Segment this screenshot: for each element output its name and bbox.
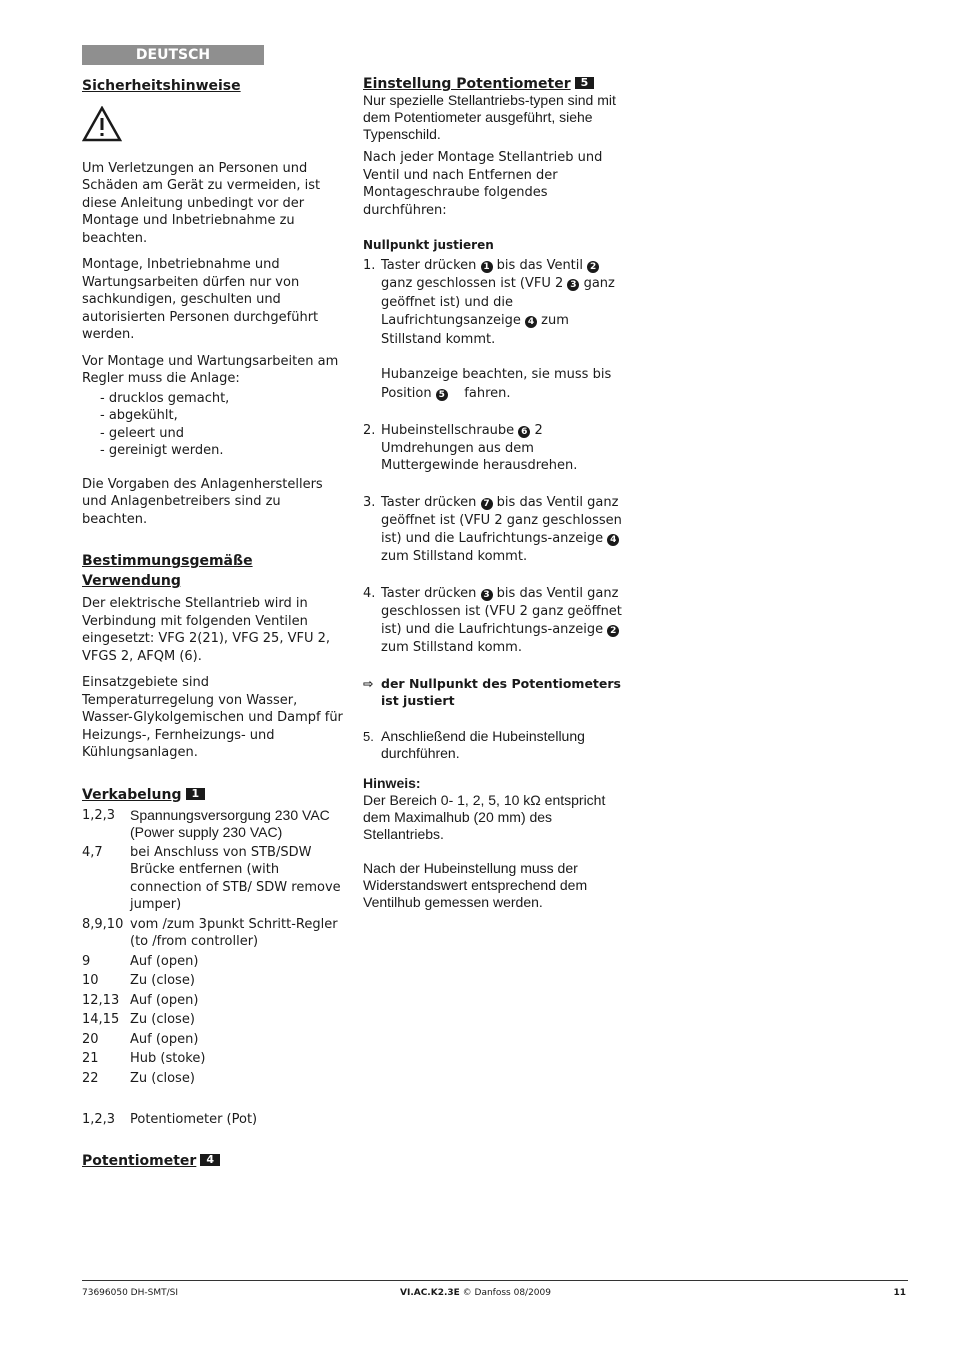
safety-paragraph-2: Montage, Inbetriebnahme und Wartungsarbeiten dürfen nur von sachkundigen, geschulten und autorisierten Personen durchgeführt werden. bbox=[82, 257, 319, 342]
step-text: fahren. bbox=[464, 385, 511, 401]
steps-list bbox=[363, 257, 629, 762]
list-item: - abgekühlt, bbox=[100, 407, 344, 425]
terminal-description: Auf (open) bbox=[130, 992, 199, 1008]
terminal-number: 21 bbox=[82, 1051, 99, 1066]
marker-3-icon: 3 bbox=[481, 589, 493, 601]
step-text: ganz geschlossen ist (VFU 2 bbox=[381, 276, 564, 291]
list-item: - drucklos gemacht, bbox=[100, 390, 344, 408]
safety-paragraph-3: Vor Montage und Wartungsarbeiten am Regler muss die Anlage: bbox=[82, 353, 339, 386]
note-text: Der Bereich 0- 1, 2, 5, 10 kΩ entspricht dem Maximalhub (20 mm) des Stellantriebs. bbox=[363, 791, 606, 842]
marker-1-icon: 1 bbox=[481, 261, 493, 273]
step-5 bbox=[363, 728, 629, 762]
reference-code: VI.AC.K2.3E bbox=[400, 1288, 460, 1298]
safety-paragraph-1: Um Verletzungen an Personen und Schäden am Gerät zu vermeiden, ist diese Anleitung unbedingt vor der Montage und Inbetriebnahme zu beachten. bbox=[82, 160, 321, 246]
usage-paragraph-2: Einsatzgebiete sind Temperaturregelung von Wasser, Wasser-Glykolgemischen und Dampf für Heizungs-, Fernheizungs- und Kühlungsanlagen. bbox=[82, 675, 343, 760]
safety-paragraph-4: Die Vorgaben des Anlagenherstellers und Anlagenbetreibers sind zu beachten. bbox=[82, 476, 323, 527]
terminal-number: 1,2,3 bbox=[82, 807, 116, 823]
wiring-table bbox=[82, 807, 344, 1088]
step-text: Taster drücken bbox=[381, 585, 477, 601]
marker-4-icon: 4 bbox=[607, 534, 619, 546]
step-number: 3. bbox=[363, 494, 376, 510]
terminal-description: vom /zum 3punkt Schritt-Regler (to /from controller) bbox=[130, 916, 338, 949]
step-text: zum Stillstand kommt. bbox=[381, 548, 528, 564]
potentiometer-title-text: Potentiometer bbox=[82, 1152, 197, 1169]
marker-2-icon: 2 bbox=[587, 261, 599, 273]
terminal-number: 4,7 bbox=[82, 844, 103, 860]
terminal-number: 14,15 bbox=[82, 1012, 120, 1027]
terminal-description: Zu (close) bbox=[130, 1070, 195, 1086]
step-number: 1. bbox=[363, 257, 376, 273]
marker-5-icon: 5 bbox=[436, 389, 448, 401]
usage-paragraph-1: Der elektrische Stellantrieb wird in Verbindung mit folgenden Ventilen eingesetzt: VFG 2(21), VFG 25, VFU 2, VFGS 2, AFQM (6). bbox=[82, 596, 331, 664]
final-paragraph: Nach der Hubeinstellung muss der Widerstandswert entsprechend dem Ventilhub gemessen werden. bbox=[363, 859, 588, 910]
warning-icon bbox=[82, 106, 122, 142]
document-reference bbox=[400, 1287, 551, 1299]
terminal-description: Zu (close) bbox=[130, 1012, 195, 1027]
step-text: Taster drücken bbox=[381, 257, 477, 273]
result-text: der Nullpunkt des Potentiometers ist justiert bbox=[381, 675, 621, 708]
right-column bbox=[363, 76, 629, 911]
intro-paragraph: Nur spezielle Stellantriebs-typen sind mit dem Potentiometer ausgeführt, siehe Typenschild. bbox=[363, 92, 616, 142]
figure-badge: 4 bbox=[200, 1154, 220, 1166]
language-bar: DEUTSCH bbox=[82, 45, 264, 65]
terminal-number: 8,9,10 bbox=[82, 916, 124, 932]
terminal-number: 9 bbox=[82, 953, 91, 969]
step-text: Hubeinstellschraube bbox=[381, 423, 515, 438]
terminal-description: Auf (open) bbox=[130, 953, 199, 969]
usage-title: Bestimmungsgemäße Verwendung bbox=[82, 553, 253, 589]
marker-7-icon: 7 bbox=[481, 498, 493, 510]
step-text: 2 Umdrehungen aus dem Muttergewinde herausdrehen. bbox=[381, 423, 578, 473]
step-text: zum Stillstand komm. bbox=[381, 639, 522, 655]
terminal-number: 10 bbox=[82, 973, 99, 988]
step-text: ganz geöffnet ist) und die Laufrichtungsanzeige bbox=[381, 276, 615, 328]
terminal-description: Hub (stoke) bbox=[130, 1051, 206, 1066]
terminal-description: Auf (open) bbox=[130, 1031, 199, 1047]
step-text: bis das Ventil bbox=[496, 257, 584, 273]
step-number: 5. bbox=[363, 728, 374, 744]
potentiometer-setting-title bbox=[363, 76, 629, 92]
safety-title: Sicherheitshinweise bbox=[82, 78, 241, 94]
procedure-intro: Nach jeder Montage Stellantrieb und Ventil und nach Entfernen der Montageschraube folgendes durchführen: bbox=[363, 150, 603, 218]
terminal-number: 20 bbox=[82, 1031, 99, 1047]
step-text: zum Stillstand kommt. bbox=[381, 313, 569, 347]
step-number: 4. bbox=[363, 585, 376, 601]
figure-badge: 1 bbox=[186, 788, 206, 800]
terminal-number: 1,2,3 bbox=[82, 1112, 116, 1127]
step-text: bis das Ventil ganz geöffnet ist (VFU 2 ganz geschlossen ist) und die Laufrichtungs-anzeige bbox=[381, 494, 622, 546]
terminal-description: Potentiometer (Pot) bbox=[130, 1112, 258, 1127]
result-line bbox=[363, 675, 629, 710]
step-4 bbox=[363, 585, 629, 657]
step-1 bbox=[363, 257, 629, 404]
terminal-description: Spannungsversorgung 230 VAC (Power supply 230 VAC) bbox=[130, 806, 330, 840]
list-item: - geleert und bbox=[100, 425, 344, 443]
figure-badge: 5 bbox=[575, 77, 595, 89]
left-column bbox=[82, 76, 344, 1171]
document-code: 73696050 DH-SMT/SI bbox=[82, 1288, 178, 1298]
wiring-title bbox=[82, 785, 344, 805]
step-number: 2. bbox=[363, 423, 376, 438]
page-number: 11 bbox=[893, 1288, 906, 1298]
potentiometer-setting-title-text: Einstellung Potentiometer bbox=[363, 76, 571, 92]
copyright: © Danfoss 08/2009 bbox=[462, 1288, 551, 1298]
terminal-number: 12,13 bbox=[82, 992, 120, 1008]
marker-3-icon: 3 bbox=[567, 279, 579, 291]
zero-point-title: Nullpunkt justieren bbox=[363, 238, 494, 252]
terminal-number: 22 bbox=[82, 1070, 99, 1086]
step-text: Hubanzeige beachten, sie muss bis Position bbox=[381, 367, 612, 401]
marker-4-icon: 4 bbox=[525, 316, 537, 328]
wiring-title-text: Verkabelung bbox=[82, 786, 182, 803]
potentiometer-wiring-row bbox=[82, 1111, 344, 1129]
step-text: Anschließend die Hubeinstellung durchführen. bbox=[381, 727, 585, 761]
footer-divider bbox=[82, 1280, 908, 1281]
note-title: Hinweis: bbox=[363, 774, 421, 791]
step-3 bbox=[363, 494, 629, 566]
marker-6-icon: 6 bbox=[518, 426, 530, 438]
step-2 bbox=[363, 422, 629, 475]
arrow-right-icon: ⇨ bbox=[363, 675, 374, 691]
step-text: bis das Ventil ganz geschlossen ist (VFU 2 ganz geöffnet ist) und die Laufrichtungs-anzeige bbox=[381, 585, 622, 637]
terminal-description: bei Anschluss von STB/SDW Brücke entfernen (with connection of STB/ SDW remove jumper) bbox=[130, 844, 341, 912]
terminal-description: Zu (close) bbox=[130, 973, 195, 988]
list-item: - gereinigt werden. bbox=[100, 442, 344, 460]
marker-2-icon: 2 bbox=[607, 625, 619, 637]
potentiometer-title bbox=[82, 1151, 344, 1171]
step-text: Taster drücken bbox=[381, 494, 477, 510]
safety-list bbox=[82, 390, 344, 460]
